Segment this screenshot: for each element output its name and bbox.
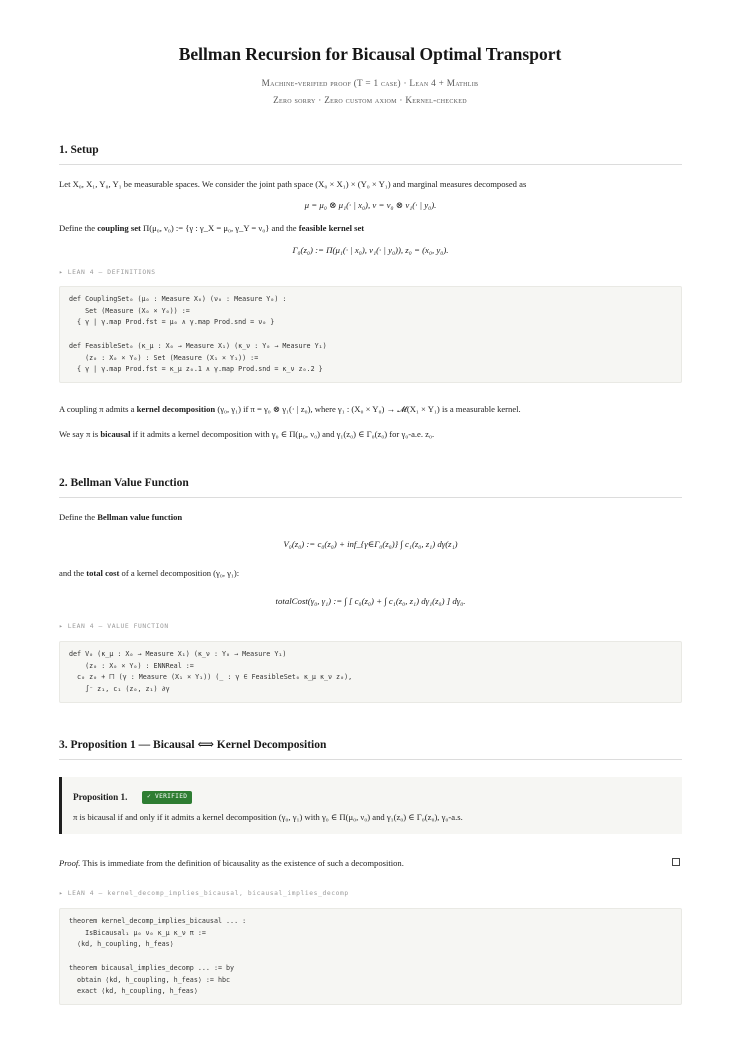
setup-intro: Let X₀, X₁, Y₀, Y₁ be measurable spaces. We consider the joint path space (X₀ × X₁) × (Y₀ × Y₁) and marginal measures decomposed as: [59, 179, 527, 189]
kernel-pre: A coupling π admits a: [59, 404, 135, 414]
lean-label-proposition: ▸ LEAN 4 — kernel_decomp_implies_bicausal, bicausal_implies_decomp: [59, 890, 349, 897]
bicausal-pre: We say π is: [59, 429, 99, 439]
page-title: Bellman Recursion for Bicausal Optimal Transport: [178, 44, 562, 64]
kernel-post: (γ₀, γ₁) if π = γ₀ ⊗ γ₁(· | z₀), where γ₁ : (X₀ × Y₀) → 𝓜(X₁ × Y₁) is a measurable kernel.: [217, 404, 521, 414]
code-block-value-function: def V₀ (κ_μ : X₀ → Measure X₁) (κ_ν : Y₀ → Measure Y₁) (z₀ : X₀ × Y₀) : ENNReal := c₀ z₀ + ⨅ (γ : Measure (X₁ × Y₁)) (_ : γ ∈ FeasibleSet₀ κ_μ κ_ν z₀), ∫⁻ z₁, c₁ (z₀, z₁) ∂γ: [59, 641, 682, 703]
bicausal-term: bicausal: [100, 429, 131, 439]
subtitle-line-1: Machine-verified proof (T = 1 case) · Lean 4 + Mathlib: [261, 78, 479, 88]
equation-value-function: V₀(z₀) := c₀(z₀) + inf_{γ∈Γ₀(z₀)} ∫ c₁(z₀, z₁) dγ(z₁): [283, 539, 458, 549]
subtitle-line-2: Zero sorry · Zero custom axiom · Kernel-checked: [273, 95, 467, 105]
equation-total-cost: totalCost(γ₀, γ₁) := ∫ [ c₀(z₀) + ∫ c₁(z₀, z₁) dγ₁(z₀) ] dγ₀.: [275, 596, 466, 606]
proposition-statement: π is bicausal if and only if it admits a kernel decomposition (γ₀, γ₁) with γ₀ ∈ Π(μ₀, ν₀) and γ₁(z₀) ∈ Γ₀(z₀), γ₀-a.s.: [73, 812, 463, 822]
proof-label: Proof.: [59, 858, 81, 868]
bicausal-definition: [59, 428, 682, 440]
proposition-box: [59, 777, 682, 834]
bellman-term: Bellman value function: [97, 512, 183, 522]
section-heading-bellman: 2. Bellman Value Function: [59, 475, 682, 498]
lean-label-definitions: ▸ LEAN 4 — DEFINITIONS: [59, 269, 156, 276]
code-block-definitions: def CouplingSet₀ (μ₀ : Measure X₀) (ν₀ : Measure Y₀) : Set (Measure (X₀ × Y₀)) := { γ | γ.map Prod.fst = μ₀ ∧ γ.map Prod.snd = ν₀ } def FeasibleSet₀ (κ_μ : X₀ → Measure X₁) (κ_ν : Y₀ → Measure Y₁) (z₀ : X₀ × Y₀) : Set (Measure (X₁ × Y₁)) := { γ | γ.map Prod.fst = κ_μ z₀.1 ∧ γ.map Prod.snd = κ_ν z₀.2 }: [59, 286, 682, 383]
proposition-label: Proposition 1.: [73, 792, 128, 802]
section-heading-setup: 1. Setup: [59, 142, 682, 165]
total-pre: and the: [59, 568, 85, 578]
coupling-definition: [59, 222, 682, 234]
total-term: total cost: [86, 568, 120, 578]
verified-badge: ✓ VERIFIED: [142, 791, 192, 804]
total-post: of a kernel decomposition (γ₀, γ₁):: [121, 568, 240, 578]
proof-text: This is immediate from the definition of bicausality as the existence of such a decomposition.: [82, 858, 404, 868]
section-heading-proposition: 3. Proposition 1 — Bicausal ⟺ Kernel Decomposition: [59, 737, 682, 760]
code-block-proposition: theorem kernel_decomp_implies_bicausal ... : IsBicausal₁ μ₀ ν₀ κ_μ κ_ν π := ⟨kd, h_coupling, h_feas⟩ theorem bicausal_implies_decomp ... := by obtain ⟨kd, h_coupling, h_feas⟩ := hbc exact ⟨kd, h_coupling, h_feas⟩: [59, 908, 682, 1005]
bellman-define-pre: Define the: [59, 512, 96, 522]
coupling-term: coupling set: [97, 223, 141, 233]
bicausal-post: if it admits a kernel decomposition with γ₀ ∈ Π(μ₀, ν₀) and γ₁(z₀) ∈ Γ₀(z₀) for γ₀-a.e. z₀.: [132, 429, 435, 439]
feasible-term: feasible kernel set: [298, 223, 365, 233]
equation-feasible: Γ₀(z₀) := Π(μ₁(· | x₀), ν₁(· | y₀)), z₀ = (x₀, y₀).: [292, 245, 449, 255]
kernel-term: kernel decomposition: [136, 404, 216, 414]
qed-square-icon: [672, 858, 680, 866]
coupling-def-pre: Define the: [59, 223, 96, 233]
proof-paragraph: [59, 857, 682, 869]
coupling-def-mid: Π(μ₀, ν₀) := {γ : γ_X = μ₀, γ_Y = ν₀} and the: [143, 223, 297, 233]
kernel-decomposition-text: [59, 403, 682, 415]
total-cost-definition: [59, 567, 682, 579]
lean-label-value-function: ▸ LEAN 4 — VALUE FUNCTION: [59, 623, 169, 630]
bellman-definition: [59, 511, 682, 523]
equation-marginals: μ = μ₀ ⊗ μ₁(· | x₀), ν = ν₀ ⊗ ν₁(· | y₀).: [304, 200, 437, 210]
